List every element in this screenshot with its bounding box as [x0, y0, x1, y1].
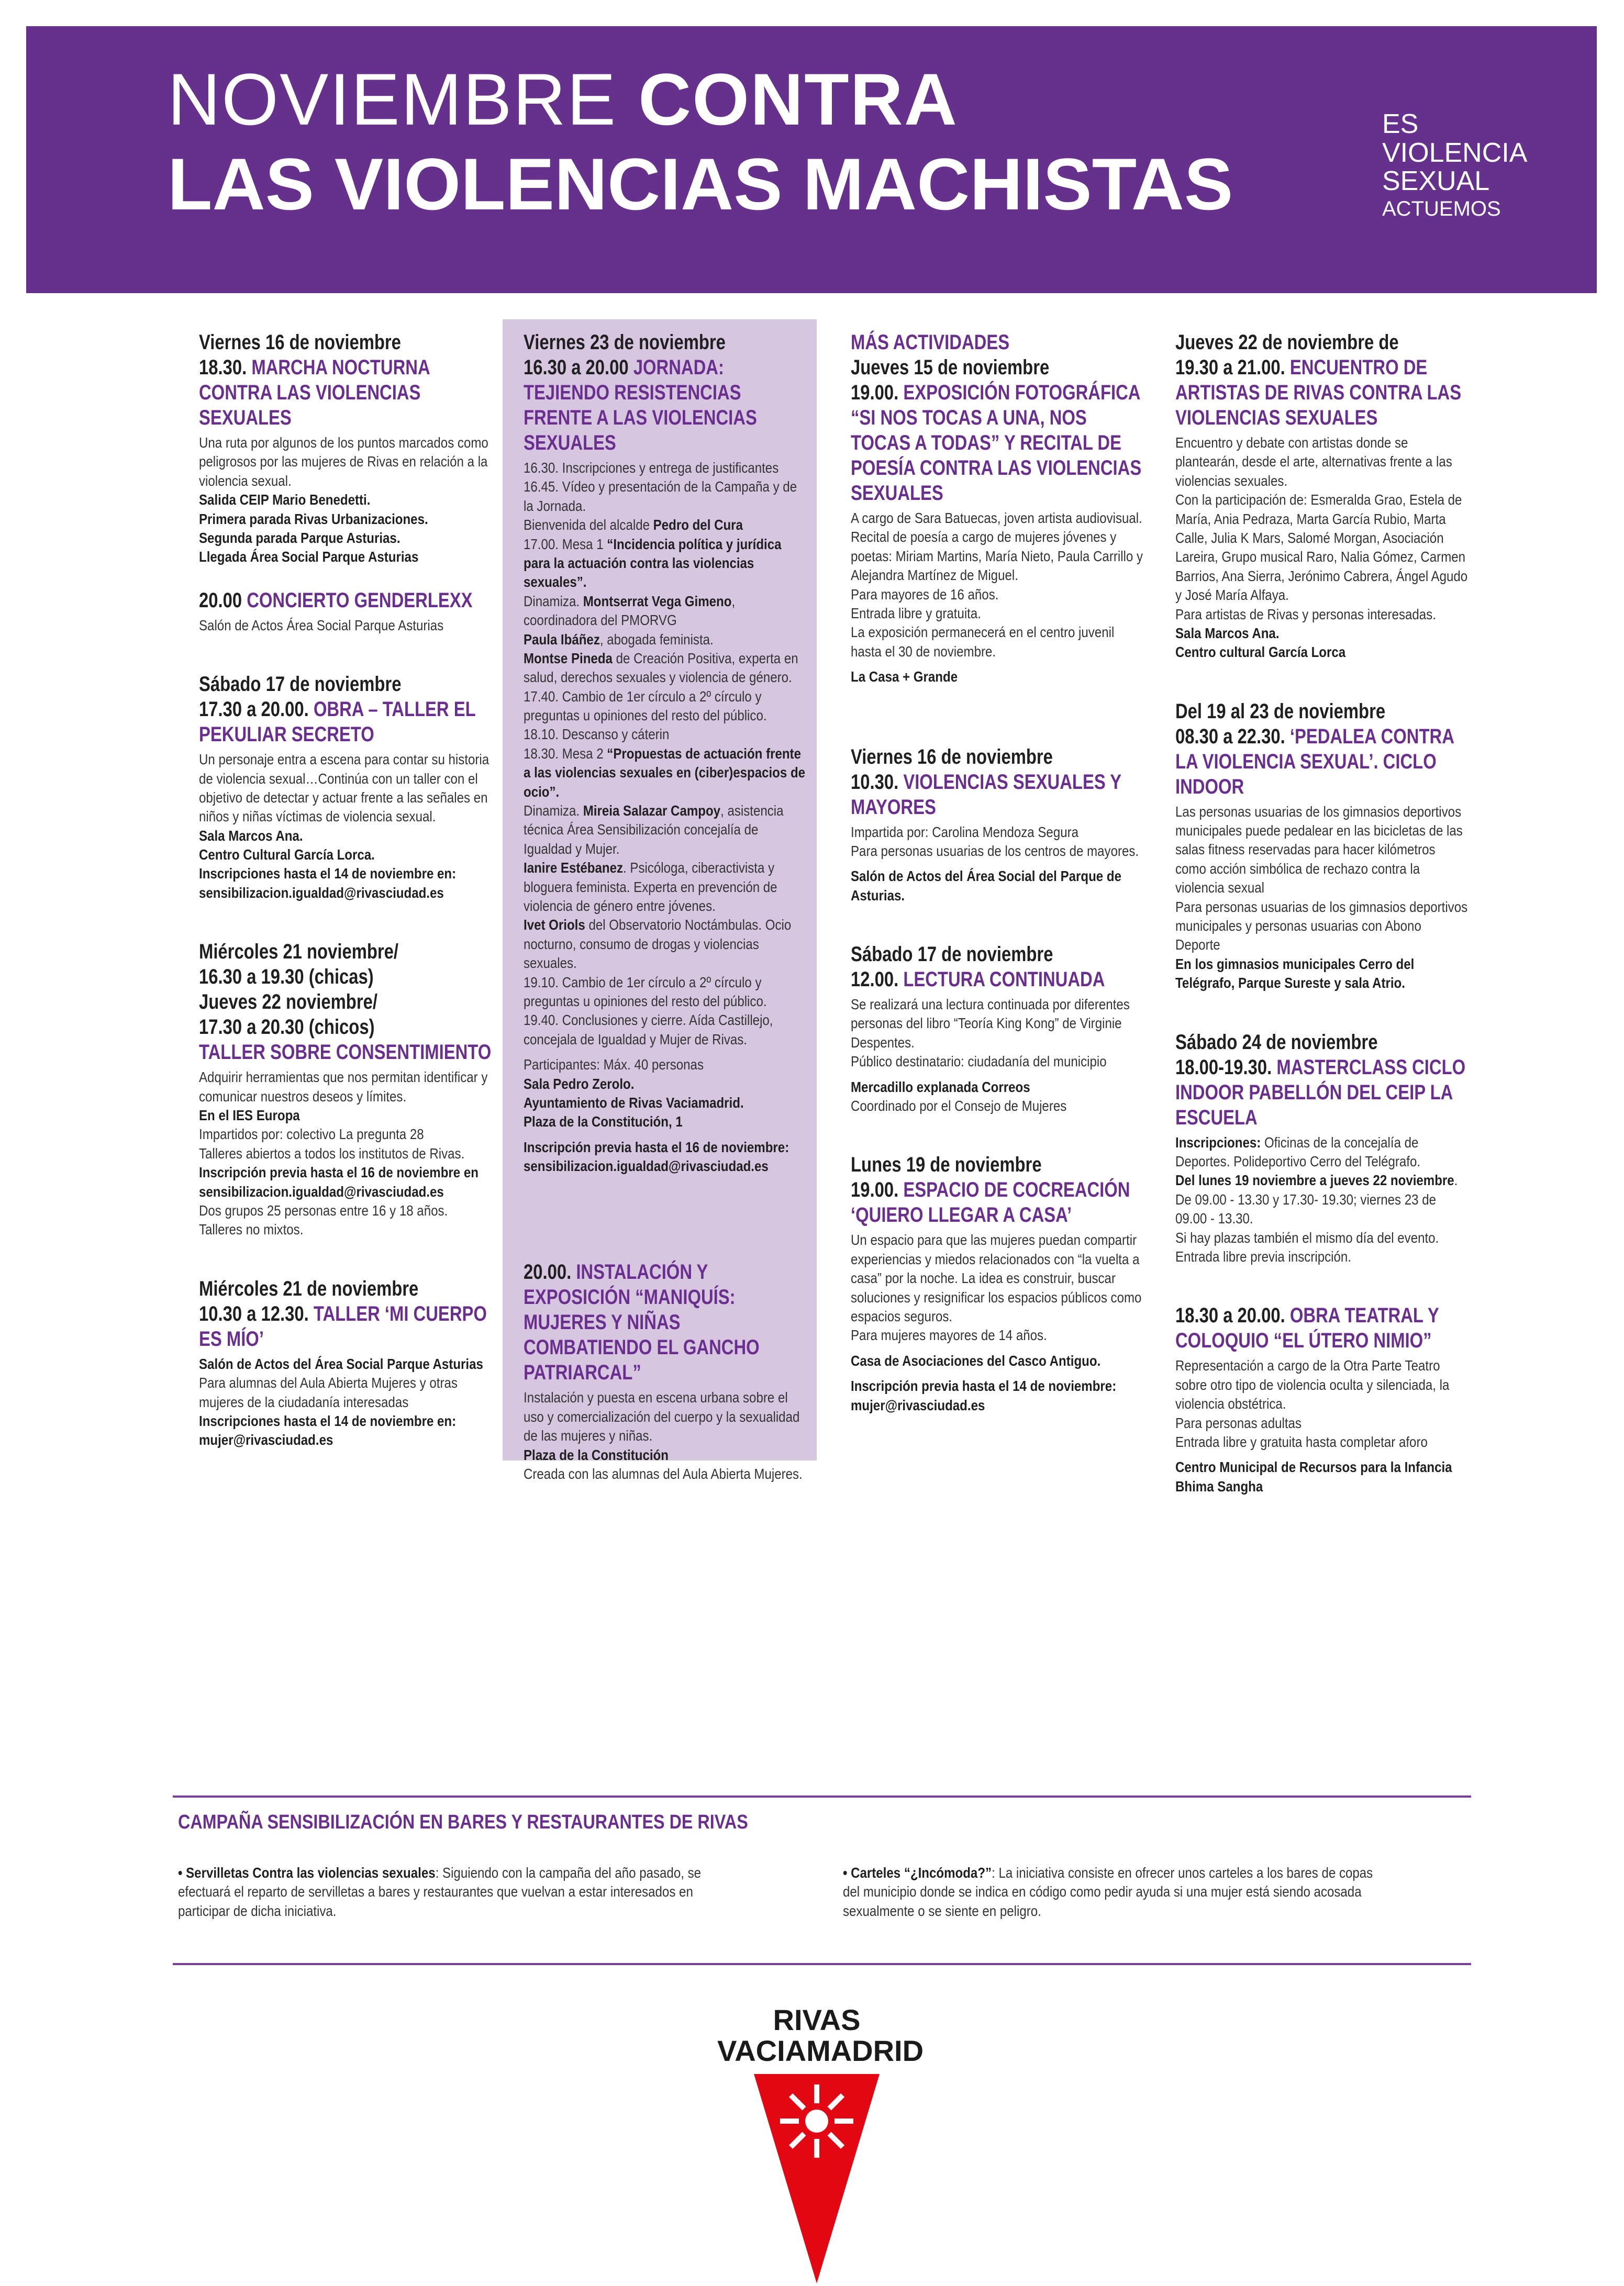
event-heading: 18.30 a 20.00. OBRA TEATRAL Y COLOQUIO “EL ÚTERO NIMIO” — [1175, 1304, 1439, 1353]
event-heading: 18.30. MARCHA NOCTURNA CONTRA LAS VIOLENCIAS SEXUALES — [199, 356, 430, 429]
email-link[interactable]: Inscripción previa hasta el 14 de noviembre: mujer@rivasciudad.es — [851, 1378, 1117, 1413]
logo — [717, 2003, 924, 2286]
logo-line2: VACIAMADRID — [717, 2034, 924, 2067]
page-title — [168, 58, 1233, 225]
event-body: Salón de Actos del Área Social Parque Asturias Para alumnas del Aula Abierta Mujeres y otras mujeres de la ciudadanía interesadas Inscripciones hasta el 14 de noviembre en: mujer@rivasciudad.es — [199, 1355, 492, 1450]
email-link[interactable]: Inscripción previa hasta el 16 de noviembre: sensibilizacion.igualdad@rivasciudad.es — [524, 1139, 789, 1175]
event-date: Sábado 24 de noviembre — [1175, 1030, 1378, 1054]
tagline-4: ACTUEMOS — [1382, 197, 1501, 220]
event-card — [199, 330, 492, 567]
divider-bottom — [173, 1963, 1471, 1965]
logo-pennant-icon — [754, 2074, 880, 2283]
logo-line1: RIVAS — [773, 2003, 861, 2036]
event-heading: 16.30 a 20.00 JORNADA: TEJIENDO RESISTENCIAS FRENTE A LAS VIOLENCIAS SEXUALES — [524, 356, 757, 454]
event-date: Lunes 19 de noviembre — [851, 1153, 1042, 1177]
divider-top — [173, 1796, 1471, 1798]
event-card — [1175, 1303, 1469, 1496]
event-card — [1175, 1030, 1469, 1267]
tagline-3: SEXUAL — [1382, 166, 1490, 197]
event-date: Jueves 22 de noviembre de — [1175, 331, 1399, 354]
event-body: Un personaje entra a escena para contar su historia de violencia sexual…Continúa con un taller con el objetivo de detectar y actuar frente a las señales en niños y niñas víctimas de violencia sexual. Sala Marcos Ana. Centro Cultural García Lorca. Inscripciones hasta el 14 de noviembre en: sensibilizacion.igualdad@rivasciudad.es — [199, 750, 492, 902]
event-heading: 10.30. VIOLENCIAS SEXUALES Y MAYORES — [851, 770, 1121, 819]
event-heading: 20.00. INSTALACIÓN Y EXPOSICIÓN “MANIQUÍS: MUJERES Y NIÑAS COMBATIENDO EL GANCHO PATRIARCAL” — [524, 1261, 760, 1385]
event-heading: 19.00. EXPOSICIÓN FOTOGRÁFICA “SI NOS TOCAS A UNA, NOS TOCAS A TODAS” Y RECITAL DE POESÍA CONTRA LAS VIOLENCIAS SEXUALES — [851, 381, 1142, 505]
event-heading: 19.00. ESPACIO DE COCREACIÓN ‘QUIERO LLEGAR A CASA’ — [851, 1178, 1130, 1227]
tagline-2: VIOLENCIA — [1382, 137, 1528, 168]
event-card — [1175, 330, 1469, 662]
event-date: Sábado 17 de noviembre — [199, 673, 402, 696]
event-card: Miércoles 21 noviembre/ 16.30 a 19.30 (chicas) Jueves 22 noviembre/ 17.30 a 20.30 (chicos) TALLER SOBRE CONSENTIMIENTO Adquirir herramientas que nos permitan identificar y comunicar nuestros deseos y límites. En el IES Europa Impartidos por: colectivo La pregunta 28 Talleres abiertos a todos los institutos de Rivas. Inscripción previa hasta el 16 de noviembre en sensibilizacion.igualdad@rivasciudad.es Dos grupos 25 personas entre 16 y 18 años. Talleres no mixtos. — [199, 939, 492, 1240]
event-date: Sábado 17 de noviembre — [851, 943, 1053, 966]
event-heading: 19.30 a 21.00. ENCUENTRO DE ARTISTAS DE RIVAS CONTRA LAS VIOLENCIAS SEXUALES — [1175, 356, 1462, 429]
event-card — [199, 1276, 492, 1450]
event-card — [851, 355, 1144, 687]
title-light: NOVIEMBRE — [168, 58, 617, 140]
event-heading: 20.00 CONCIERTO GENDERLEXX — [199, 588, 473, 612]
event-body: Representación a cargo de la Otra Parte Teatro sobre otro tipo de violencia oculta y silenciada, la violencia obstétrica. Para personas adultas Entrada libre y gratuita hasta completar aforo Centro Municipal de Recursos para la Infancia Bhima Sangha — [1175, 1357, 1452, 1495]
event-body: A cargo de Sara Batuecas, joven artista audiovisual. Recital de poesía a cargo de mujeres jóvenes y poetas: Miriam Martins, María Nieto, Paula Carrillo y Alejandra Martínez de Miguel. Para mayores de 16 años. Entrada libre y gratuita. La exposición permanecerá en el centro juvenil hasta el 30 de noviembre. La Casa + Grande — [851, 510, 1143, 685]
event-body: Salón de Actos Área Social Parque Asturias — [199, 617, 444, 633]
event-heading: 18.00-19.30. MASTERCLASS CICLO INDOOR PABELLÓN DEL CEIP LA ESCUELA — [1175, 1055, 1466, 1129]
event-body: Un espacio para que las mujeres puedan compartir experiencias y miedos relacionados con “la vuelta a casa” por la noche. La idea es construir, buscar soluciones y resignificar los espacios públicos como espacios seguros. Para mujeres mayores de 14 años. Casa de Asociaciones del Casco Antiguo. Inscripción previa hasta el 14 de noviembre: mujer@rivasciudad.es — [851, 1231, 1143, 1415]
event-heading: TALLER SOBRE CONSENTIMIENTO — [199, 1041, 492, 1064]
tagline-1: ES — [1382, 109, 1419, 139]
event-body: Instalación y puesta en escena urbana sobre el uso y comercialización del cuerpo y la sexualidad de las mujeres y niñas. Plaza de la Constitución Creada con las alumnas del Aula Abierta Mujeres. — [524, 1389, 803, 1482]
tagline — [1382, 110, 1527, 220]
event-date: Viernes 23 de noviembre — [524, 331, 726, 354]
event-card — [1175, 699, 1469, 993]
event-heading: 08.30 a 22.30. ‘PEDALEA CONTRA LA VIOLENCIA SEXUAL’. CICLO INDOOR — [1175, 724, 1454, 798]
event-card — [524, 1259, 806, 1484]
event-body: Una ruta por algunos de los puntos marcados como peligrosos por las mujeres de Rivas en relación a la violencia sexual. Salida CEIP Mario Benedetti. Primera parada Rivas Urbanizaciones. Segunda parada Parque Asturias. Llegada Área Social Parque Asturias — [199, 434, 488, 565]
event-body: Inscripciones: Oficinas de la concejalía de Deportes. Polideportivo Cerro del Telégrafo. Del lunes 19 noviembre a jueves 22 noviembre. De 09.00 - 13.30 y 17.30- 19.30; viernes 23 de 09.00 - 13.30. Si hay plazas también el mismo día del evento. Entrada libre previa inscripción. — [1175, 1134, 1458, 1265]
campaign-bullet-1: • Servilletas Contra las violencias sexuales: Siguiendo con la campaña del año pasado, se efectuará el reparto de servilletas a bares y restaurantes que vuelvan a estar interesados en participar de dicha iniciativa. — [178, 1865, 702, 1919]
column-1 — [199, 330, 492, 1487]
email-link[interactable]: sensibilizacion.igualdad@rivasciudad.es — [199, 884, 444, 901]
event-date: Del 19 al 23 de noviembre — [1175, 699, 1386, 723]
title-line2: LAS VIOLENCIAS MACHISTAS — [168, 143, 1233, 225]
event-card — [851, 1152, 1144, 1415]
event-card — [851, 942, 1144, 1116]
event-body: Adquirir herramientas que nos permitan identificar y comunicar nuestros deseos y límites. En el IES Europa Impartidos por: colectivo La pregunta 28 Talleres abiertos a todos los institutos de Rivas. Inscripción previa hasta el 16 de noviembre en sensibilizacion.igualdad@rivasciudad.es Dos grupos 25 personas entre 16 y 18 años. Talleres no mixtos. — [199, 1069, 488, 1238]
event-heading: 17.30 a 20.00. OBRA – TALLER EL PEKULIAR SECRETO — [199, 698, 476, 746]
campaign-bullet-2: • Carteles “¿Incómoda?”: La iniciativa consiste en ofrecer unos carteles a los bares de copas del municipio donde se indica en código como pedir ayuda si una mujer está siendo acosada sexualmente o se siente en peligro. — [843, 1865, 1373, 1919]
event-body: 16.30. Inscripciones y entrega de justificantes 16.45. Vídeo y presentación de la Campaña y de la Jornada. Bienvenida del alcalde Pedro del Cura 17.00. Mesa 1 “Incidencia política y jurídica para la actuación contra las violencias sexuales”. Dinamiza. Montserrat Vega Gimeno, coordinadora del PMORVG Paula Ibáñez, abogada feminista. Montse Pineda de Creación Positiva, experta en salud, derechos sexuales y violencia de género. 17.40. Cambio de 1er círculo a 2º círculo y preguntas u opiniones del resto del público. 18.10. Descanso y cáterin 18.30. Mesa 2 “Propuestas de actuación frente a las violencias sexuales en (ciber)espacios de ocio”. Dinamiza. Mireia Salazar Campoy, asistencia técnica Área Sensibilización concejalía de Igualdad y Mujer. Ianire Estébanez. Psicóloga, ciberactivista y bloguera feminista. Experta en prevención de violencia de género entre jóvenes. Ivet Oriols del Observatorio Noctámbulas. Ocio nocturno, consumo de drogas y violencias sexuales. 19.10. Cambio de 1er círculo a 2º círculo y preguntas u opiniones del resto del público. 19.40. Conclusiones y cierre. Aída Castillejo, concejala de Igualdad y Mujer de Rivas. Participantes: Máx. 40 personas Sala Pedro Zerolo. Ayuntamiento de Rivas Vaciamadrid. Plaza de la Constitución, 1 Inscripción previa hasta el 16 de noviembre: sensibilizacion.igualdad@rivasciudad.es — [524, 459, 806, 1176]
title-bold: CONTRA — [638, 58, 958, 140]
event-body: Encuentro y debate con artistas donde se plantearán, desde el arte, alternativas frente a las violencias sexuales. Con la participación de: Esmeralda Grao, Estela de María, Ania Pedraza, Marta García Rubio, Marta Calle, Julia K Mars, Salomé Morgan, Asociación Lareira, Grupo musical Raro, Nalia Gómez, Carmen Barrios, Ana Sierra, Jerónimo Cabrera, Ángel Agudo y José María Alfaya. Para artistas de Rivas y personas interesadas. Sala Marcos Ana. Centro cultural García Lorca — [1175, 434, 1468, 661]
email-link[interactable]: mujer@rivasciudad.es — [199, 1432, 333, 1448]
campaign-title: CAMPAÑA SENSIBILIZACIÓN EN BARES Y RESTAURANTES DE RIVAS — [178, 1811, 748, 1833]
column-3 — [851, 330, 1144, 1452]
event-date: Jueves 15 de noviembre — [851, 356, 1050, 379]
event-card — [199, 672, 492, 902]
column-4 — [1175, 330, 1469, 1533]
event-body: Las personas usuarias de los gimnasios deportivos municipales puede pedalear en las bicicletas de las salas fitness reservadas para hacer kilómetros como acción simbólica de rechazo contra la violencia sexual Para personas usuarias de los gimnasios deportivos municipales y personas usuarias con Abono Deporte En los gimnasios municipales Cerro del Telégrafo, Parque Sureste y sala Atrio. — [1175, 803, 1468, 991]
event-heading: 10.30 a 12.30. TALLER ‘MI CUERPO ES MÍO’ — [199, 1302, 487, 1351]
event-card — [199, 588, 492, 635]
event-date: Miércoles 21 de noviembre — [199, 1277, 419, 1300]
event-heading: 12.00. LECTURA CONTINUADA — [851, 968, 1105, 991]
event-card — [524, 330, 806, 1176]
column-2 — [524, 330, 806, 1520]
event-body: Impartida por: Carolina Mendoza Segura Para personas usuarias de los centros de mayores. Salón de Actos del Área Social del Parque de Asturias. — [851, 823, 1139, 904]
section-title: MÁS ACTIVIDADES — [851, 331, 1010, 354]
event-date: Viernes 16 de noviembre — [851, 745, 1053, 768]
event-date: Viernes 16 de noviembre — [199, 331, 401, 354]
event-body: Se realizará una lectura continuada por diferentes personas del libro “Teoría King Kong” de Virginie Despentes. Público destinatario: ciudadanía del municipio Mercadillo explanada Correos Coordinado por el Consejo de Mujeres — [851, 996, 1130, 1114]
event-card — [851, 744, 1144, 906]
